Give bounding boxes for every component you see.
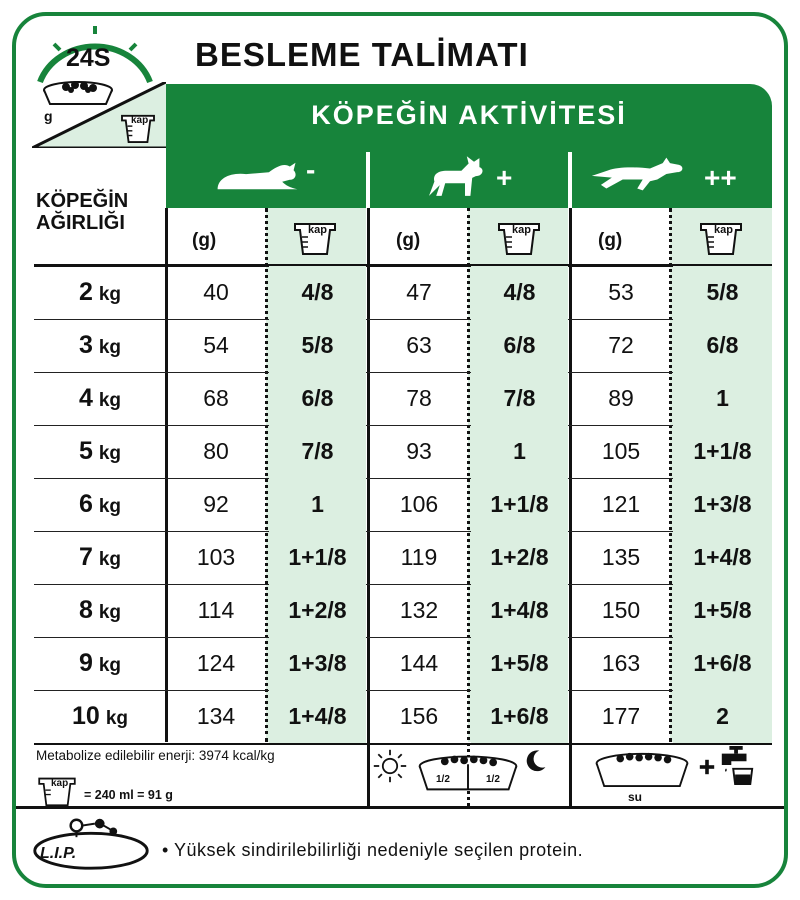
unit-g-mid: (g) <box>396 230 421 251</box>
table-row <box>34 637 772 691</box>
cup-equivalence: = 240 ml = 91 g <box>84 788 173 802</box>
lip-logo <box>28 812 154 874</box>
activity-low-symbol: - <box>306 154 316 185</box>
high-cups: 6/8 <box>673 319 772 372</box>
mid-grams: 132 <box>399 597 439 623</box>
page-title: BESLEME TALİMATI <box>195 36 529 73</box>
mid-grams: 47 <box>406 279 432 305</box>
cup-label-high: kap <box>714 224 733 236</box>
weight-cell: 9 kg <box>78 649 122 677</box>
activity-title: KÖPEĞİN AKTİVİTESİ <box>311 100 627 130</box>
low-cups: 7/8 <box>269 425 366 478</box>
low-cups: 6/8 <box>269 372 366 425</box>
cup-label-footer: kap <box>51 778 69 789</box>
unit-g-high: (g) <box>598 230 623 251</box>
mid-cups: 1+2/8 <box>471 531 568 584</box>
cup-label-mid: kap <box>512 224 531 236</box>
weight-cell: 8 kg <box>78 596 122 624</box>
faucet-icon <box>718 744 756 786</box>
dog-running-icon <box>590 154 690 194</box>
mid-cups: 6/8 <box>471 319 568 372</box>
high-cups: 1+5/8 <box>673 584 772 637</box>
weight-cell: 6 kg <box>78 490 122 518</box>
high-grams: 105 <box>601 438 641 464</box>
high-cups: 5/8 <box>673 266 772 319</box>
table-row <box>34 266 772 320</box>
feeding-table <box>34 266 772 742</box>
half-label-left: 1/2 <box>436 774 450 785</box>
table-row <box>34 319 772 373</box>
lip-logo-text: L.I.P. <box>40 845 77 862</box>
mid-grams: 93 <box>406 438 432 464</box>
bowl-icon <box>590 748 694 790</box>
weight-header <box>36 190 128 234</box>
low-grams: 54 <box>203 332 229 358</box>
mid-grams: 78 <box>406 385 432 411</box>
high-grams: 121 <box>601 491 641 517</box>
low-grams: 68 <box>203 385 229 411</box>
mid-cups: 1+5/8 <box>471 637 568 690</box>
table-row <box>34 478 772 532</box>
dog-standing-icon <box>420 152 492 202</box>
activity-high-symbol: ++ <box>704 162 737 193</box>
low-grams: 80 <box>203 438 229 464</box>
high-cups: 1 <box>673 372 772 425</box>
high-cups: 1+4/8 <box>673 531 772 584</box>
high-cups: 1+3/8 <box>673 478 772 531</box>
protein-note: • Yüksek sindirilebilirliği nedeniyle seçilen protein. <box>162 840 584 860</box>
mid-cups: 1+1/8 <box>471 478 568 531</box>
moon-icon <box>522 748 548 774</box>
low-cups: 1+3/8 <box>269 637 366 690</box>
low-cups: 1 <box>269 478 366 531</box>
mid-cups: 1+6/8 <box>471 690 568 743</box>
sun-icon <box>372 748 408 784</box>
table-row <box>34 425 772 479</box>
high-grams: 53 <box>608 279 634 305</box>
weight-cell: 2 kg <box>78 278 122 306</box>
dog-resting-icon <box>210 156 305 196</box>
plus-icon <box>698 758 716 776</box>
half-label-right: 1/2 <box>486 774 500 785</box>
mid-cups: 4/8 <box>471 266 568 319</box>
divider <box>568 152 572 208</box>
low-cups: 1+4/8 <box>269 690 366 743</box>
weight-cell: 10 kg <box>72 702 128 730</box>
low-cups: 1+2/8 <box>269 584 366 637</box>
cup-label-header: kap <box>131 115 149 126</box>
high-grams: 72 <box>608 332 634 358</box>
weight-cell: 4 kg <box>78 384 122 412</box>
unit-g-low: (g) <box>192 230 217 251</box>
mid-grams: 63 <box>406 332 432 358</box>
high-cups: 1+1/8 <box>673 425 772 478</box>
unit-g-small: g <box>44 108 53 124</box>
mid-grams: 144 <box>399 650 439 676</box>
table-row <box>34 690 772 745</box>
activity-mid-symbol: + <box>496 162 513 193</box>
high-grams: 177 <box>601 703 641 729</box>
low-cups: 5/8 <box>269 319 366 372</box>
low-grams: 134 <box>196 703 236 729</box>
high-grams: 163 <box>601 650 641 676</box>
water-label: su <box>628 790 643 804</box>
low-grams: 114 <box>197 597 235 623</box>
grid-line <box>16 806 784 809</box>
high-cups: 1+6/8 <box>673 637 772 690</box>
high-grams: 89 <box>608 385 634 411</box>
mid-cups: 1+4/8 <box>471 584 568 637</box>
low-grams: 124 <box>196 650 236 676</box>
cup-label-low: kap <box>308 224 327 236</box>
table-row <box>34 372 772 426</box>
mid-cups: 7/8 <box>471 372 568 425</box>
low-cups: 1+1/8 <box>269 531 366 584</box>
bowl-icon <box>410 750 526 794</box>
energy-note: Metabolize edilebilir enerji: 3974 kcal/kg <box>36 748 275 763</box>
high-grams: 135 <box>601 544 641 570</box>
low-grams: 103 <box>196 544 236 570</box>
low-grams: 92 <box>203 491 229 517</box>
weight-header-line2: AĞIRLIĞI <box>36 212 125 234</box>
mid-grams: 156 <box>399 703 439 729</box>
weight-cell: 7 kg <box>78 543 122 571</box>
high-grams: 150 <box>601 597 641 623</box>
low-cups: 4/8 <box>269 266 366 319</box>
mid-grams: 106 <box>399 491 439 517</box>
low-grams: 40 <box>203 279 229 305</box>
mid-grams: 119 <box>400 544 438 570</box>
mid-cups: 1 <box>471 425 568 478</box>
table-row <box>34 531 772 585</box>
table-row <box>34 584 772 638</box>
pack-size-label: 24S <box>66 44 111 72</box>
weight-cell: 5 kg <box>78 437 122 465</box>
divider <box>366 152 370 208</box>
weight-cell: 3 kg <box>78 331 122 359</box>
high-cups: 2 <box>673 690 772 743</box>
weight-header-line1: KÖPEĞİN <box>36 190 129 212</box>
